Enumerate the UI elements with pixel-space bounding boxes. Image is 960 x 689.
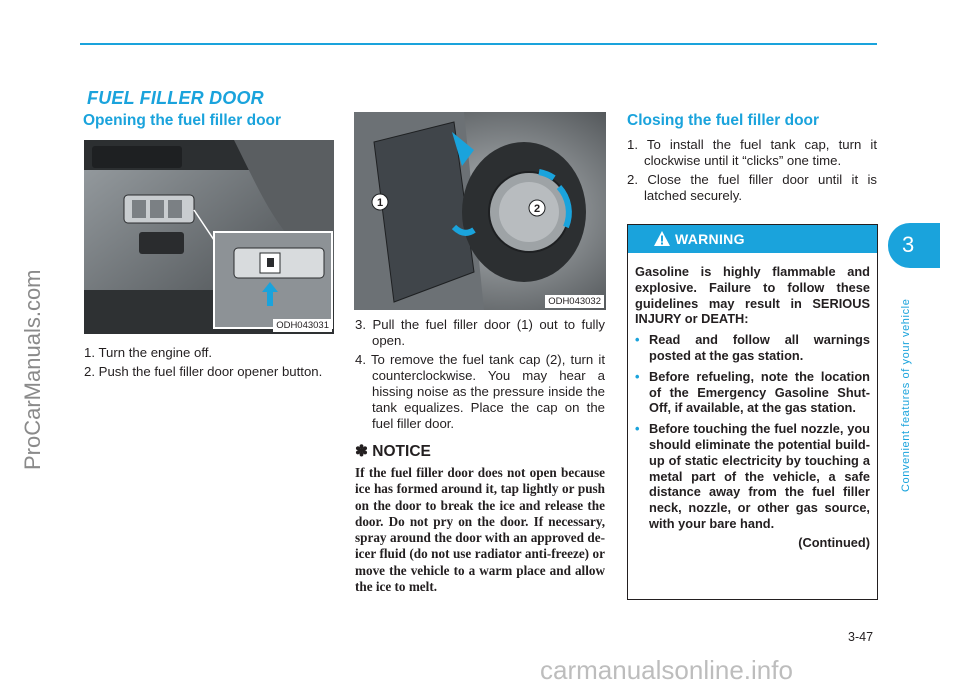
warning-body	[635, 264, 870, 551]
closing-steps	[627, 137, 877, 204]
step-item: 2. Close the fuel filler door until it is latched securely.	[627, 172, 877, 203]
dashboard-illustration	[84, 140, 334, 334]
callout-2: 2	[533, 203, 541, 215]
section-title: FUEL FILLER DOOR	[87, 88, 264, 108]
opening-heading: Opening the fuel filler door	[83, 112, 282, 129]
figure-caption: ODH043031	[273, 319, 332, 332]
warning-bullet: • Before touching the fuel nozzle, you should eliminate the potential build-up of static electricity by touching a metal part of the vehicle, a safe distance away from the fuel filler neck, nozzle, or other gas source, with your bare hand.	[635, 421, 870, 531]
chapter-label: Convenient features of your vehicle	[900, 298, 912, 492]
step-item: 2. Push the fuel filler door opener button.	[84, 364, 323, 379]
fuel-door-opener-figure	[84, 140, 334, 334]
callout-1: 1	[376, 197, 384, 209]
page-number: 3-47	[848, 630, 874, 644]
warning-title: WARNING	[675, 231, 745, 247]
step-item: 3. Pull the fuel filler door (1) out to fully open.	[355, 317, 605, 348]
bullet-icon: •	[635, 421, 640, 437]
closing-heading: Closing the fuel filler door	[627, 112, 820, 129]
watermark-bottom: carmanualsonline.info	[540, 655, 793, 685]
step-item: 1. To install the fuel tank cap, turn it clockwise until it “clicks” one time.	[627, 137, 877, 168]
figure-caption: ODH043032	[545, 295, 604, 308]
chapter-number: 3	[902, 232, 915, 257]
step-item: 4. To remove the fuel tank cap (2), turn it counterclockwise. You may hear a hissing noise as the pressure inside the tank equalizes. Place the cap on the fuel filler door.	[355, 352, 606, 431]
bullet-icon: •	[635, 368, 640, 384]
step-item: 1. Turn the engine off.	[84, 345, 213, 360]
bullet-icon: •	[635, 332, 640, 348]
header-rule	[80, 43, 877, 45]
continued-label: (Continued)	[798, 534, 870, 550]
opening-steps	[84, 345, 334, 380]
warning-triangle-icon	[654, 231, 670, 246]
warning-intro: Gasoline is highly flammable and explosive. Failure to follow these guidelines may result in SERIOUS INJURY or DEATH:	[635, 264, 870, 327]
notice-title: ✽ NOTICE	[355, 443, 431, 460]
warning-header	[628, 225, 877, 253]
notice-text: If the fuel filler door does not open because ice has formed around it, tap lightly or push on the door to break the ice and release the door. Do not pry on the door. If necessary, spray around the door with an approved de-icer fluid (do not use radiator anti-freeze) or move the vehicle to a warm place and allow the ice to melt.	[355, 465, 605, 595]
warning-bullet: • Read and follow all warnings posted at the gas station.	[635, 332, 870, 363]
filler-door-illustration	[354, 112, 606, 310]
warning-box	[627, 224, 878, 600]
warning-bullet: • Before refueling, note the location of the Emergency Gasoline Shut-Off, if available, at the gas station.	[635, 368, 870, 416]
opening-steps-continued	[355, 317, 605, 432]
fuel-door-open-figure	[354, 112, 606, 310]
watermark-left: ProCarManuals.com	[20, 269, 45, 470]
